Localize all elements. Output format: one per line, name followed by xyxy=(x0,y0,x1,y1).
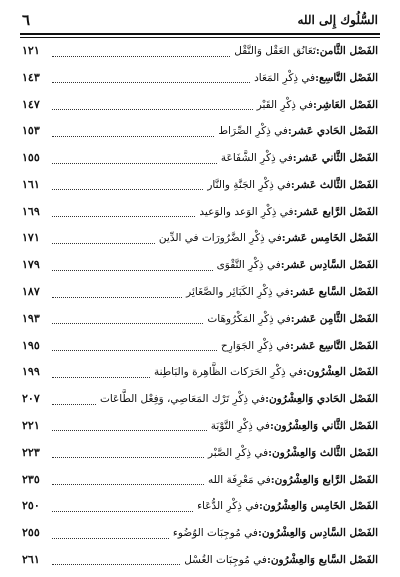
toc-entry-page: ٢٠٧ xyxy=(22,392,40,406)
toc-entry xyxy=(22,147,378,169)
toc-entry xyxy=(22,335,378,357)
dot-leader xyxy=(52,313,203,324)
toc-entry-page: ١٩٥ xyxy=(22,338,40,352)
toc-entry-label: الفَصْل الحَادي عَشر: xyxy=(287,125,378,138)
toc-entry-page: ١٤٧ xyxy=(22,97,40,111)
toc-entry xyxy=(22,40,378,62)
dot-leader xyxy=(52,233,155,244)
toc-entry-label: الفَصْل العِشْرُون: xyxy=(302,366,378,379)
page-number: ٦ xyxy=(22,11,31,29)
toc-entry-page: ٢٦١ xyxy=(22,552,40,566)
dot-leader xyxy=(52,153,217,164)
toc-entry-page: ١٥٣ xyxy=(22,124,40,138)
toc-entry-title: في ذِكْرِ الجَنَّةِ والنَّار xyxy=(207,178,291,191)
toc-entry-label: الفَصْل الرَّابع عَشر: xyxy=(293,205,378,218)
toc-entry-label: الفَصْل الثَّاني عَشر: xyxy=(292,152,378,165)
toc-entry xyxy=(22,67,378,89)
toc-entry xyxy=(22,388,378,410)
toc-entry xyxy=(22,254,378,276)
toc-entry-label: الفَصْل الخَامِس وَالعِشْرُون: xyxy=(259,500,378,513)
toc-entry-title: في ذِكْرِ الضَّرُورَات في الدِّين xyxy=(158,232,282,245)
dot-leader xyxy=(52,46,230,57)
toc-entry xyxy=(22,469,378,491)
table-of-contents xyxy=(22,40,378,571)
toc-entry xyxy=(22,522,378,544)
toc-entry-label: الفَصْل الرَّابع وَالعِشْرُون: xyxy=(270,473,378,486)
toc-entry-title: في ذِكْرِ الصَّبْر xyxy=(208,446,269,459)
dot-leader xyxy=(52,179,203,190)
dot-leader xyxy=(52,420,207,431)
dot-leader xyxy=(52,287,182,298)
toc-entry-label: الفَصْل التَّاسِع: xyxy=(315,71,378,84)
toc-entry xyxy=(22,415,378,437)
toc-entry-title: في ذِكْرِ الصِّرَاط xyxy=(218,125,288,138)
toc-entry-title: في ذِكْرِ القَبْر xyxy=(256,98,313,111)
toc-entry xyxy=(22,201,378,223)
dot-leader xyxy=(52,206,195,217)
toc-entry-label: الفَصْل السَّابع عَشر: xyxy=(289,286,378,299)
toc-entry-label: الفَصْل السَّادِس وَالعِشْرُون: xyxy=(257,527,378,540)
page-header xyxy=(22,8,378,32)
toc-entry-title: في ذِكْرِ الدُّعَاء xyxy=(197,500,260,513)
toc-entry xyxy=(22,174,378,196)
toc-entry xyxy=(22,94,378,116)
dot-leader xyxy=(52,99,253,110)
dot-leader xyxy=(52,340,217,351)
toc-entry-title: في مُوجِبَات الغُسْل xyxy=(184,553,267,566)
toc-entry-title: في مَعْرِفَة الله xyxy=(207,473,271,486)
running-title: السُّلُوك إِلى الله xyxy=(297,13,378,27)
toc-entry-page: ٢٢٣ xyxy=(22,445,40,459)
toc-entry-label: الفَصْل التَّاسِع عَشر: xyxy=(290,339,378,352)
toc-entry xyxy=(22,495,378,517)
toc-entry-label: الفَصْل العَاشِر: xyxy=(313,98,378,111)
toc-entry-page: ١٧١ xyxy=(22,231,40,245)
toc-entry xyxy=(22,308,378,330)
toc-entry xyxy=(22,442,378,464)
toc-entry-page: ١٢١ xyxy=(22,44,40,57)
toc-entry-page: ١٤٣ xyxy=(22,70,40,84)
toc-entry-title: تَعَانُق العَقْل وَالنَّقْل xyxy=(234,45,316,57)
dot-leader xyxy=(52,394,96,405)
dot-leader xyxy=(52,367,150,378)
toc-entry-title: في ذِكْرِ تَرْك المَعَاصِي، وَفِعْل الطَّاعَات xyxy=(99,393,266,406)
toc-entry-page: ٢٥٥ xyxy=(22,526,40,540)
dot-leader xyxy=(52,72,250,83)
toc-entry-label: الفَصْل الثَّالث عَشر: xyxy=(290,178,378,191)
toc-entry-title: في ذِكْرِ الجَوَارِح xyxy=(221,339,291,352)
dot-leader xyxy=(52,554,180,565)
toc-entry xyxy=(22,361,378,383)
toc-entry-label: الفَصْل الثَّاني وَالعِشْرُون: xyxy=(269,419,378,432)
dot-leader xyxy=(52,528,169,539)
toc-entry-page: ٢٣٥ xyxy=(22,472,40,486)
toc-entry xyxy=(22,120,378,142)
toc-entry-label: الفَصْل الحَادي وَالعِشْرُون: xyxy=(265,393,378,406)
toc-entry-title: في ذِكْرِ الشَّفَاعَة xyxy=(220,152,293,165)
dot-leader xyxy=(52,501,193,512)
toc-entry-title: في ذِكْرِ المَعَاد xyxy=(254,71,316,84)
toc-entry-page: ٢٢١ xyxy=(22,418,40,432)
toc-entry-title: في ذِكْرِ المَكْرُوهَات xyxy=(207,312,291,325)
toc-entry-page: ١٨٧ xyxy=(22,285,40,299)
toc-entry-title: في ذِكْرِ الوَعد والوَعيد xyxy=(199,205,294,218)
toc-entry-title: في مُوجِبَات الوُضُوء xyxy=(172,527,258,540)
toc-entry-page: ١٦٩ xyxy=(22,204,40,218)
toc-entry-page: ٢٥٠ xyxy=(22,499,40,513)
header-rule xyxy=(20,33,380,38)
toc-entry-label: الفَصْل السَّادِس عَشر: xyxy=(280,259,378,272)
toc-entry-label: الفَصْل الثَّامِن عَشر: xyxy=(290,312,378,325)
toc-entry xyxy=(22,227,378,249)
toc-entry xyxy=(22,281,378,303)
toc-entry-page: ١٩٣ xyxy=(22,311,40,325)
toc-entry-label: الفَصْل الثَّامن: xyxy=(315,45,378,57)
dot-leader xyxy=(52,126,214,137)
toc-entry-title: في ذِكْرِ الحَرَكات الظَّاهِرة والبَاطِنة xyxy=(154,366,303,379)
toc-entry-page: ١٧٩ xyxy=(22,258,40,272)
toc-entry-label: الفَصْل السَّابع وَالعِشْرُون: xyxy=(266,553,378,566)
toc-entry-page: ١٦١ xyxy=(22,177,40,191)
dot-leader xyxy=(52,260,213,271)
toc-entry xyxy=(22,549,378,571)
toc-entry-label: الفَصْل الخَامِس عَشر: xyxy=(281,232,378,245)
toc-entry-page: ١٥٥ xyxy=(22,151,40,165)
toc-entry-title: في ذِكْرِ التَّقْوَى xyxy=(216,259,281,272)
toc-entry-page: ١٩٩ xyxy=(22,365,40,379)
toc-entry-label: الفَصْل الثَّالث وَالعِشْرُون: xyxy=(268,446,378,459)
dot-leader xyxy=(52,447,204,458)
dot-leader xyxy=(52,474,204,485)
toc-entry-title: في ذِكْرِ الكَبَائِر والصَّغَائِر xyxy=(186,286,290,299)
toc-entry-title: في ذِكْرِ التَّوْبَة xyxy=(210,419,270,432)
